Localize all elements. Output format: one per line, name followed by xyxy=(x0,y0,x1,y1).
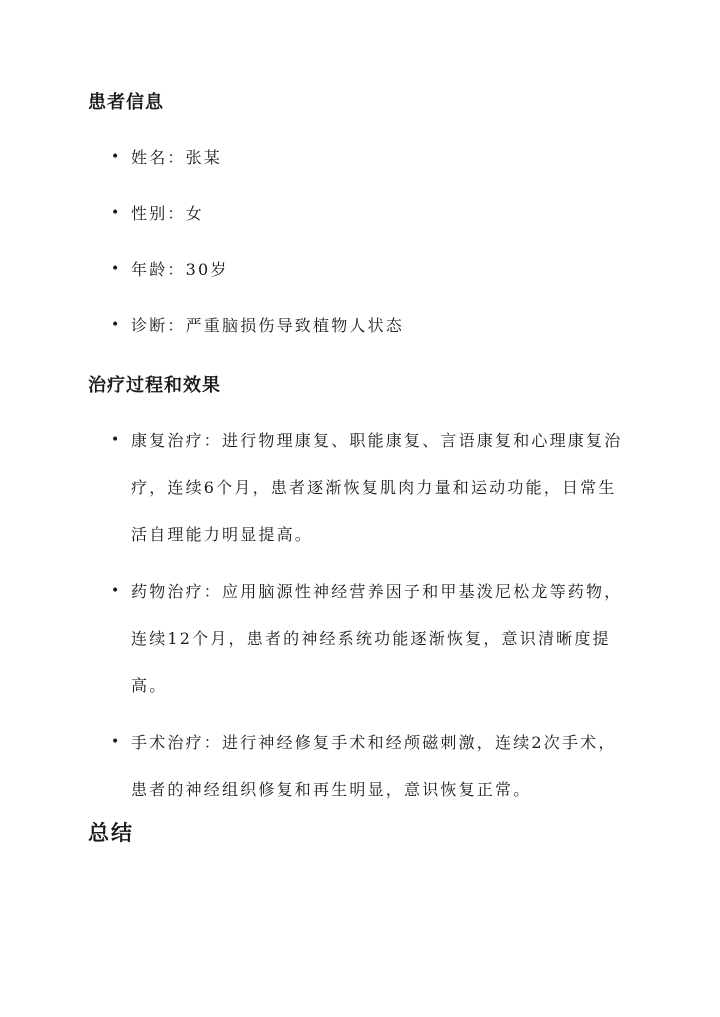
list-item xyxy=(0,190,631,237)
list-item-text: 姓名：张某 xyxy=(131,148,223,167)
section-heading-patient-info: 患者信息 xyxy=(88,92,164,113)
list-item-text: 药物治疗：应用脑源性神经营养因子和甲基泼尼松龙等药物，连续12个月，患者的神经系统功能逐渐恢复，意识清晰度提高。 xyxy=(131,582,623,695)
bullet-icon: • xyxy=(111,261,122,277)
section-heading-summary: 总结 xyxy=(88,820,134,845)
list-item-text: 年龄：30岁 xyxy=(131,260,229,279)
list-item xyxy=(0,134,631,181)
bullet-icon: • xyxy=(111,432,122,448)
list-item-text: 性别：女 xyxy=(131,204,204,223)
list-item xyxy=(0,719,631,813)
list-item-text: 康复治疗：进行物理康复、职能康复、言语康复和心理康复治疗，连续6个月，患者逐渐恢复肌肉力量和运动功能，日常生活自理能力明显提高。 xyxy=(131,431,623,544)
bullet-icon: • xyxy=(111,317,122,333)
patient-info-list xyxy=(0,134,631,349)
bullet-icon: • xyxy=(111,583,122,599)
section-heading-treatment: 治疗过程和效果 xyxy=(88,375,221,396)
list-item-text: 诊断：严重脑损伤导致植物人状态 xyxy=(131,316,405,335)
bullet-icon: • xyxy=(111,149,122,165)
list-item xyxy=(0,568,631,709)
bullet-icon: • xyxy=(111,734,122,750)
treatment-list xyxy=(0,417,631,813)
list-item xyxy=(0,302,631,349)
list-item xyxy=(0,246,631,293)
bullet-icon: • xyxy=(111,205,122,221)
list-item-text: 手术治疗：进行神经修复手术和经颅磁刺激，连续2次手术，患者的神经组织修复和再生明显，意识恢复正常。 xyxy=(131,733,617,799)
list-item xyxy=(0,417,631,558)
